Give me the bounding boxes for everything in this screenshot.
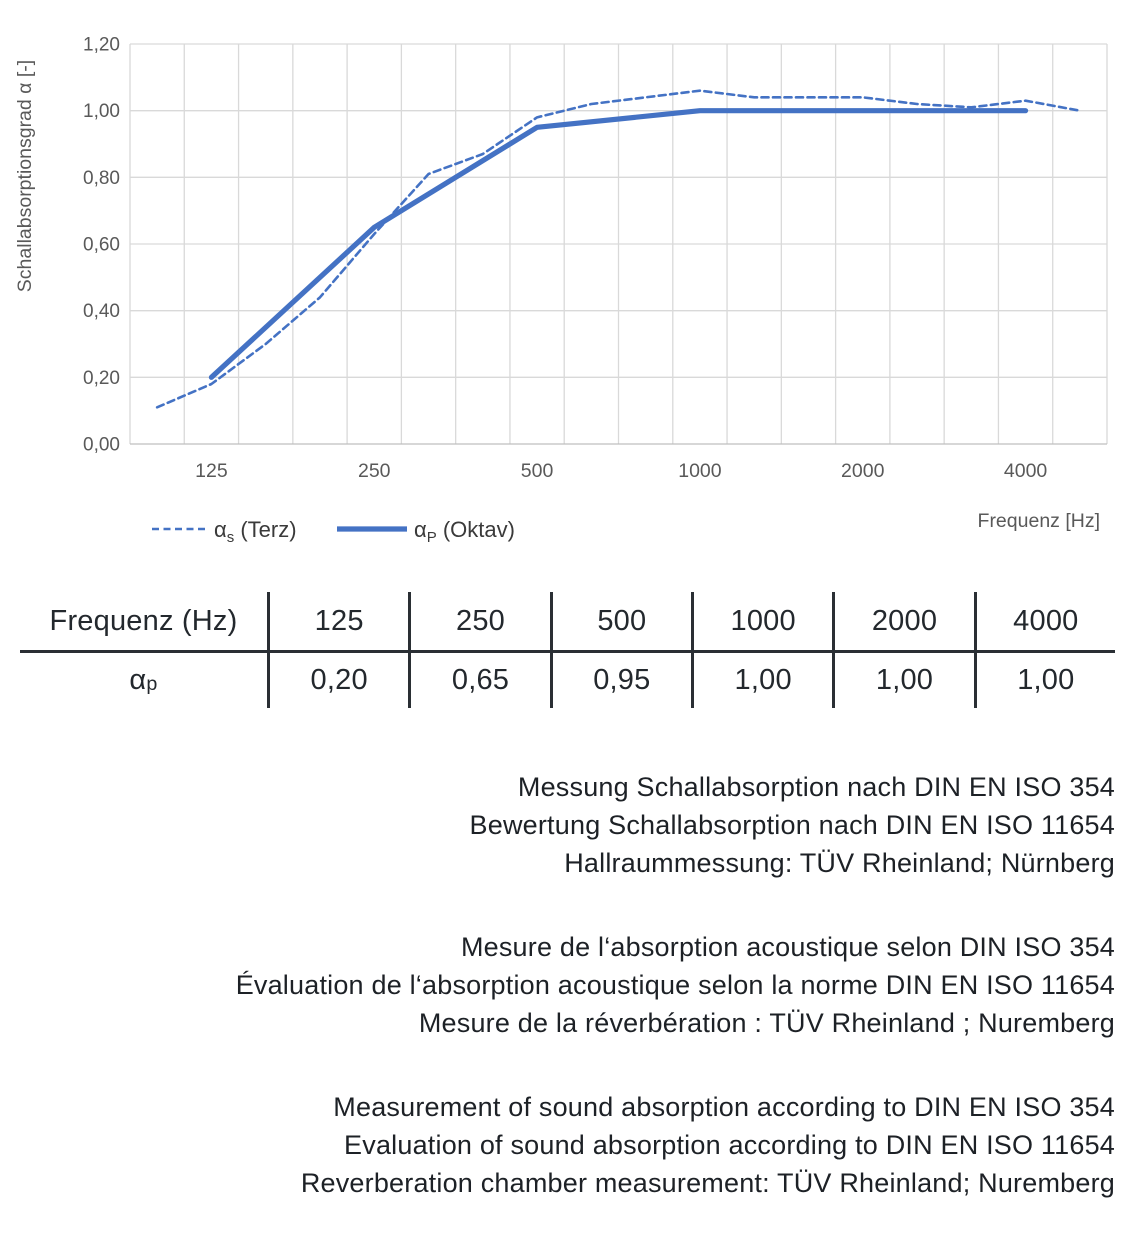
table-header-cell: 500 [550,592,691,653]
legend-label: $\alpha_P$ (Oktav) [414,517,515,546]
note-line: Evaluation of sound absorption according to DIN EN ISO 11654 [344,1130,1115,1160]
note-block-german [0,768,1115,882]
x-tick-label: 1000 [678,460,722,482]
table-value-cell: 1,00 [691,653,832,708]
x-tick-label: 250 [357,460,391,482]
table-value-cell: 0,95 [550,653,691,708]
table-header-cell: 4000 [974,592,1115,653]
table-value-cell: 1,00 [832,653,973,708]
table-value-cell: 0,65 [408,653,549,708]
note-line: Reverberation chamber measurement: TÜV Rheinland; Nuremberg [300,1168,1115,1198]
y-axis-title: Schallabsorptionsgrad α [-] [14,59,36,293]
x-tick-label: 4000 [1003,460,1048,482]
table-header-cell: 125 [267,592,408,653]
note-line: Bewertung Schallabsorption nach DIN EN ISO 11654 [469,810,1115,840]
table-value-cell: 0,20 [267,653,408,708]
note-block-french [0,928,1115,1042]
note-line: Mesure de l‘absorption acoustique selon DIN ISO 354 [460,932,1115,962]
table-value-cell: 1,00 [974,653,1115,708]
y-tick-label: 0,80 [83,167,120,189]
legend-label: $\alpha_s$ (Terz) [214,517,297,546]
x-tick-label: 500 [520,460,554,482]
y-tick-label: 1,00 [83,101,120,123]
note-line: Mesure de la réverbération : TÜV Rheinland ; Nuremberg [418,1008,1115,1038]
table-header-frequency: Frequenz (Hz) [20,592,267,653]
note-line: Measurement of sound absorption according to DIN EN ISO 354 [333,1092,1115,1122]
sound-absorption-chart [0,0,1135,560]
table-header-cell: 250 [408,592,549,653]
table-header-cell: 1000 [691,592,832,653]
chart-canvas [0,0,1135,560]
absorption-table [20,592,1115,708]
y-tick-label: 0,40 [83,301,120,323]
note-block-english [0,1088,1115,1202]
note-line: Hallraummessung: TÜV Rheinland; Nürnberg [564,848,1115,878]
y-tick-label: 0,60 [83,234,120,256]
table-row-label-alpha-p: α $_p$ [129,664,158,696]
note-line: Messung Schallabsorption nach DIN EN ISO 354 [517,772,1115,802]
note-line: Évaluation de l‘absorption acoustique selon la norme DIN EN ISO 11654 [235,970,1115,1000]
y-tick-label: 0,00 [83,434,120,456]
y-tick-label: 0,20 [83,367,120,389]
x-tick-label: 2000 [841,460,885,482]
x-axis-title: Frequenz [Hz] [977,510,1100,532]
y-tick-label: 1,20 [83,34,120,56]
x-tick-label: 125 [195,460,228,482]
table-header-cell: 2000 [832,592,973,653]
